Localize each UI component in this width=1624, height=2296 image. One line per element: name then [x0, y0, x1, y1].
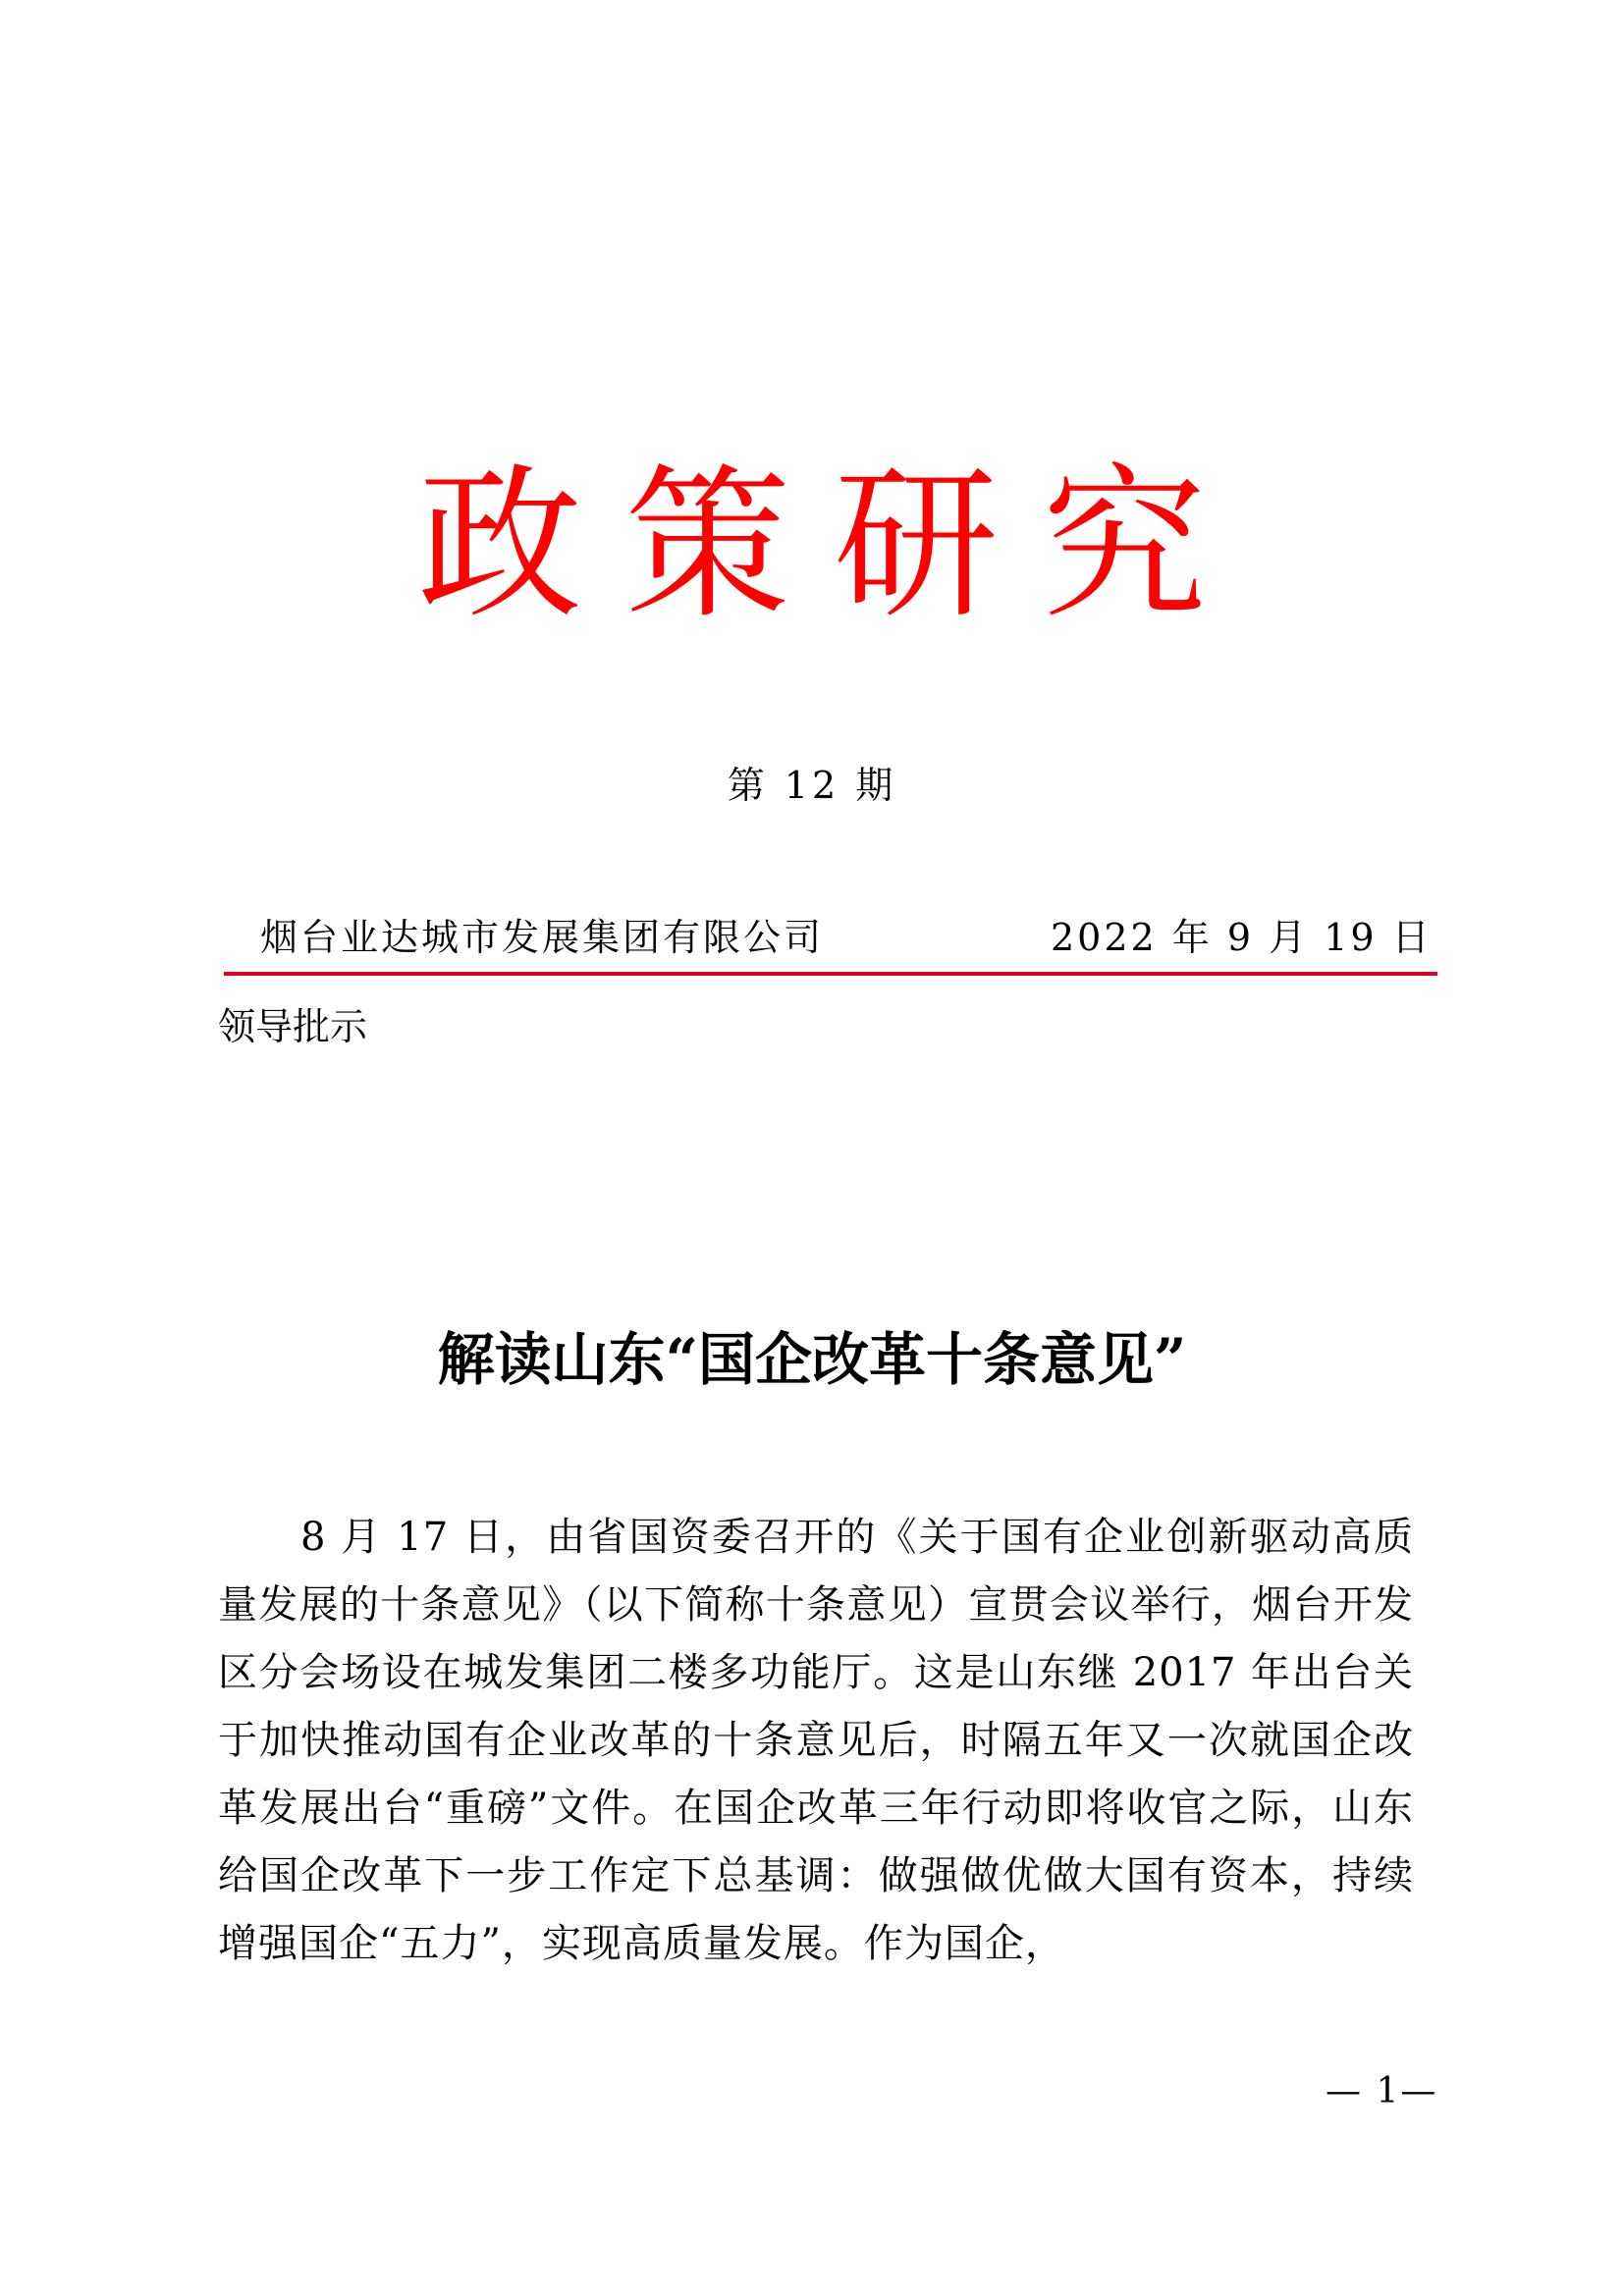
page-number: — 1— — [1326, 2071, 1438, 2111]
issue-number: 第 12 期 — [727, 764, 897, 807]
article-title: 解读山东“国企改革十条意见” — [437, 1326, 1187, 1393]
article-paragraph: 8 月 17 日，由省国资委召开的《关于国有企业创新驱动高质量发展的十条意见》（以下简称十条意见）宣贯会议举行，烟台开发区分会场设在城发集团二楼多功能厅。这是山东继 2017 年出台关于加快推动国有企业改革的十条意见后，时隔五年又一次就国企改革发展出台“重磅”文件。在国企改革三年行动即将收官之际，山东给国企改革下一步工作定下总基调：做强做优做大国有资本，持续增强国企“五力”，实现高质量发展。作为国企， — [218, 1515, 1414, 1966]
section-label: 领导批示 — [218, 1005, 368, 1048]
header-divider — [224, 972, 1437, 976]
masthead-title: 政策研究 — [417, 449, 1250, 641]
publish-date: 2022 年 9 月 19 日 — [1051, 916, 1433, 959]
organization-name: 烟台业达城市发展集团有限公司 — [260, 916, 825, 959]
